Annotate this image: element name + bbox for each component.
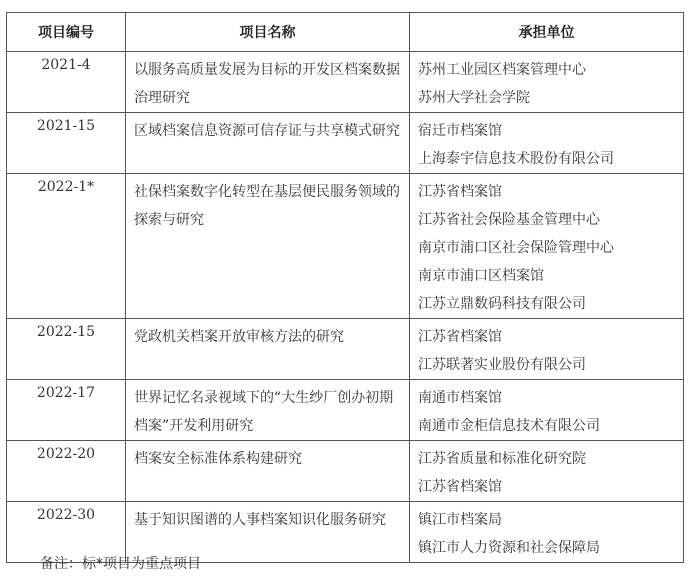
- table-row: [7, 380, 684, 441]
- project-name: 区域档案信息资源可信存证与共享模式研究: [126, 113, 410, 174]
- responsible-units: [410, 319, 684, 380]
- project-id: 2021-4: [7, 52, 126, 113]
- unit-name: 宿迁市档案馆: [418, 123, 502, 139]
- project-id: 2022-1*: [7, 174, 126, 319]
- table-row: [7, 319, 684, 380]
- project-name: 世界记忆名录视域下的“大生纱厂创办初期档案”开发利用研究: [126, 380, 410, 441]
- project-name: 档案安全标准体系构建研究: [126, 441, 410, 502]
- table-row: [7, 113, 684, 174]
- unit-name: 江苏联著实业股份有限公司: [418, 357, 586, 373]
- project-name: 社保档案数字化转型在基层便民服务领域的探索与研究: [126, 174, 410, 319]
- responsible-units: [410, 52, 684, 113]
- unit-name: 江苏省档案馆: [418, 184, 502, 200]
- unit-name: 苏州工业园区档案管理中心: [418, 62, 586, 78]
- project-id: 2022-20: [7, 441, 126, 502]
- unit-name: 南通市金柜信息技术有限公司: [418, 418, 600, 434]
- unit-name: 镇江市档案局: [418, 512, 502, 528]
- responsible-units: [410, 380, 684, 441]
- unit-name: 江苏省档案馆: [418, 329, 502, 345]
- header-row: [7, 13, 684, 52]
- header-project-name: 项目名称: [126, 13, 410, 52]
- table-row: [7, 174, 684, 319]
- responsible-units: [410, 441, 684, 502]
- project-id: 2022-17: [7, 380, 126, 441]
- project-id: 2022-30: [7, 502, 126, 563]
- project-id: 2021-15: [7, 113, 126, 174]
- unit-name: 南京市浦口区社会保险管理中心: [418, 240, 614, 256]
- project-name: 基于知识图谱的人事档案知识化服务研究: [126, 502, 410, 563]
- header-responsible-units: 承担单位: [410, 13, 684, 52]
- responsible-units: [410, 113, 684, 174]
- unit-name: 江苏省档案馆: [418, 479, 502, 495]
- unit-name: 江苏省社会保险基金管理中心: [418, 212, 600, 228]
- unit-name: 江苏省质量和标准化研究院: [418, 451, 586, 467]
- responsible-units: [410, 502, 684, 563]
- project-name: 党政机关档案开放审核方法的研究: [126, 319, 410, 380]
- project-id: 2022-15: [7, 319, 126, 380]
- unit-name: 苏州大学社会学院: [418, 90, 530, 106]
- table-row: [7, 441, 684, 502]
- header-project-id: 项目编号: [7, 13, 126, 52]
- unit-name: 南通市档案馆: [418, 390, 502, 406]
- footnote: 备注：标*项目为重点项目: [40, 556, 201, 572]
- projects-table: [6, 12, 684, 563]
- unit-name: 江苏立鼎数码科技有限公司: [418, 296, 586, 312]
- unit-name: 南京市浦口区档案馆: [418, 268, 544, 284]
- unit-name: 上海泰宇信息技术股份有限公司: [418, 151, 614, 167]
- project-name: 以服务高质量发展为目标的开发区档案数据治理研究: [126, 52, 410, 113]
- responsible-units: [410, 174, 684, 319]
- unit-name: 镇江市人力资源和社会保障局: [418, 540, 600, 556]
- table-row: [7, 52, 684, 113]
